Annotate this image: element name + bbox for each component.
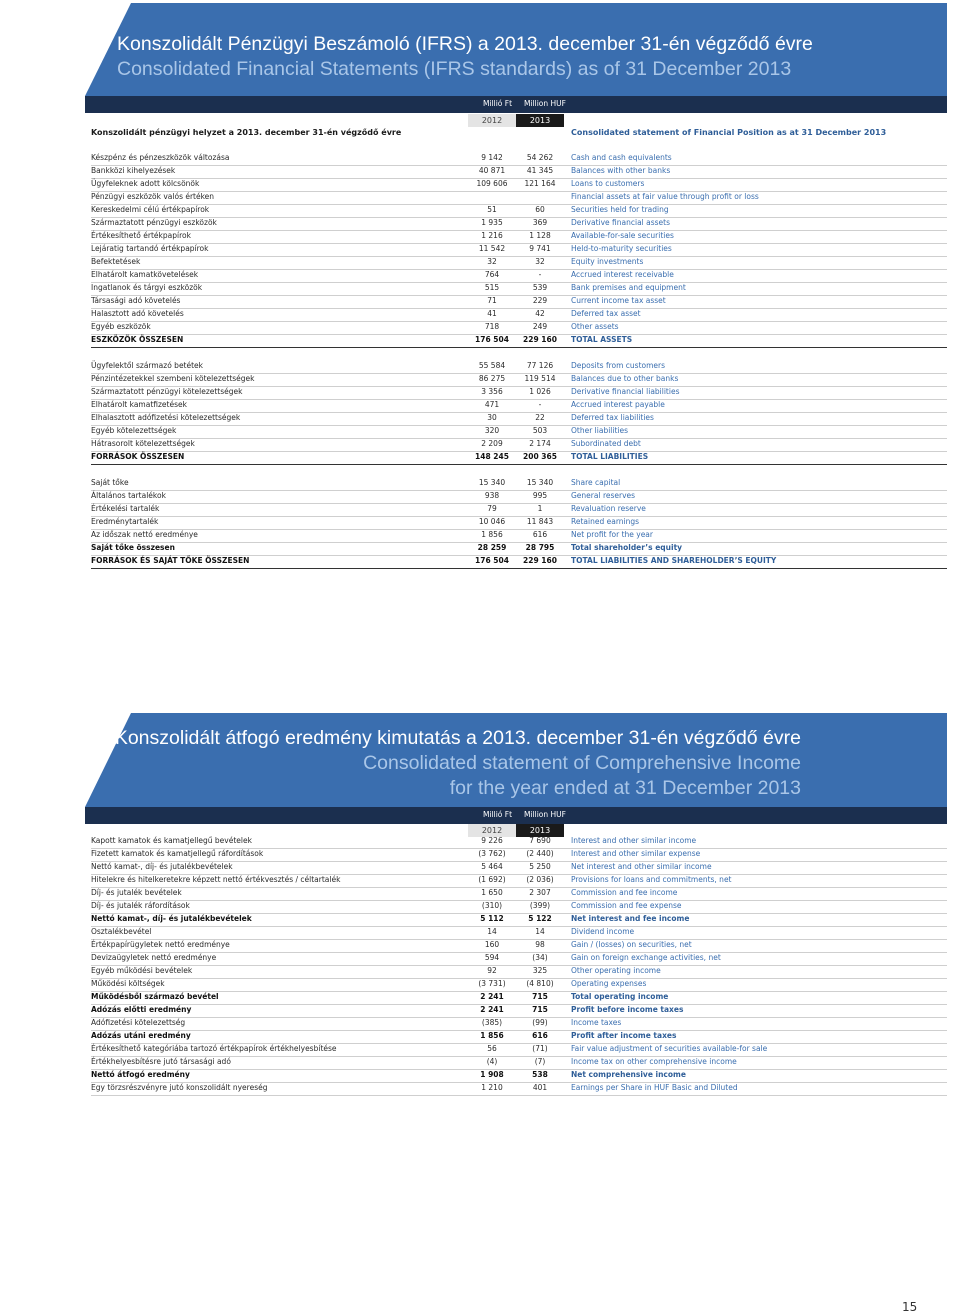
row-label-hu: Kapott kamatok és kamatjellegű bevételek	[91, 836, 252, 845]
table-row	[91, 321, 947, 335]
row-label-en: Fair value adjustment of securities available-for sale	[571, 1044, 768, 1053]
row-label-hu: Bankközi kihelyezések	[91, 166, 176, 175]
row-value-2012: 1 210	[481, 1083, 503, 1092]
row-value-2013: 2 174	[529, 439, 551, 448]
table-row	[91, 308, 947, 322]
row-label-hu: Értékesíthető kategóriába tartozó értékpapírok értékhelyesbítése	[91, 1044, 337, 1053]
row-value-2012: 764	[484, 270, 500, 279]
row-value-2013: 5 250	[529, 862, 551, 871]
table-row	[91, 1069, 947, 1083]
row-label-hu: Értékhelyesbítésre jutó társasági adó	[91, 1057, 231, 1066]
row-label-hu: Működési költségek	[91, 979, 165, 988]
row-label-hu: Kereskedelmi célú értékpapírok	[91, 205, 210, 214]
row-label-hu: FORRÁSOK ÖSSZESEN	[91, 452, 185, 461]
table-row	[91, 529, 947, 543]
row-value-2012: 594	[484, 953, 500, 962]
row-value-2013: 616	[532, 1031, 548, 1040]
row-value-2013: 229 160	[523, 556, 557, 565]
row-value-2013: 121 164	[524, 179, 556, 188]
row-value-2013: 22	[535, 413, 545, 422]
row-label-en: Deferred tax liabilities	[571, 413, 654, 422]
row-value-2013: 7 690	[529, 836, 551, 845]
row-value-2012: 320	[484, 426, 500, 435]
row-value-2012: 471	[484, 400, 500, 409]
unit-label-hu: Millió Ft	[483, 810, 513, 819]
row-value-2012: 9 142	[481, 153, 503, 162]
row-label-en: Deferred tax asset	[571, 309, 641, 318]
year-2012-header: 2012	[468, 114, 516, 127]
section2-banner	[85, 713, 947, 807]
row-label-en: Total shareholder’s equity	[571, 543, 683, 552]
row-label-en: Other liabilities	[571, 426, 629, 435]
row-value-2012: 86 275	[478, 374, 506, 383]
row-label-en: TOTAL LIABILITIES AND SHAREHOLDER’S EQUITY	[571, 556, 777, 565]
row-label-en: Net comprehensive income	[571, 1070, 686, 1079]
row-label-hu: Egyéb eszközök	[91, 322, 151, 331]
section2-unit-bar	[85, 807, 947, 824]
table-row	[91, 542, 947, 556]
row-label-en: Dividend income	[571, 927, 635, 936]
row-label-hu: Értékesíthető értékpapírok	[91, 231, 191, 240]
row-value-2013: 616	[532, 530, 548, 539]
table-row	[91, 438, 947, 452]
row-label-hu: Díj- és jutalék ráfordítások	[91, 901, 190, 910]
row-label-hu: Devizaügyletek nettó eredménye	[91, 953, 217, 962]
row-label-hu: Fizetett kamatok és kamatjellegű ráfordítások	[91, 849, 264, 858]
row-label-hu: Nettó átfogó eredmény	[91, 1070, 190, 1079]
row-value-2012: 515	[484, 283, 500, 292]
row-label-hu: Elhalasztott adófizetési kötelezettségek	[91, 413, 241, 422]
row-value-2013: 503	[532, 426, 548, 435]
row-value-2013: 325	[532, 966, 548, 975]
row-value-2013: 229	[532, 296, 548, 305]
row-value-2013: 42	[535, 309, 545, 318]
row-value-2013: 5 122	[528, 914, 552, 923]
row-value-2013: 538	[532, 1070, 548, 1079]
row-value-2013: 77 126	[526, 361, 554, 370]
section2-title-en-line1: Consolidated statement of Comprehensive Income	[363, 752, 801, 774]
row-label-en: Income tax on other comprehensive income	[571, 1057, 737, 1066]
table-row	[91, 1043, 947, 1057]
table-row	[91, 295, 947, 309]
row-value-2012: 1 650	[481, 888, 503, 897]
row-label-hu: Elhatárolt kamatfizetések	[91, 400, 187, 409]
row-label-hu: Nettó kamat-, díj- és jutalékbevételek	[91, 862, 233, 871]
row-value-2012: 5 112	[480, 914, 504, 923]
row-label-en: Accrued interest payable	[571, 400, 665, 409]
row-value-2012: (310)	[481, 901, 503, 910]
row-value-2013: (71)	[532, 1044, 548, 1053]
row-value-2012: 9 226	[481, 836, 503, 845]
row-label-hu: Egy törzsrészvényre jutó konszolidált nyereség	[91, 1083, 268, 1092]
row-label-en: Derivative financial liabilities	[571, 387, 680, 396]
row-value-2012: 5 464	[481, 862, 503, 871]
row-value-2012: 718	[484, 322, 500, 331]
table-row	[91, 360, 947, 374]
row-value-2012: (1 692)	[478, 875, 506, 884]
row-label-en: Other assets	[571, 322, 619, 331]
row-label-en: Financial assets at fair value through profit or loss	[571, 192, 759, 201]
row-value-2013: 60	[535, 205, 545, 214]
row-label-en: Gain on foreign exchange activities, net	[571, 953, 721, 962]
table-row	[91, 282, 947, 296]
row-value-2012: 1 216	[481, 231, 503, 240]
table-row	[91, 178, 947, 192]
row-label-en: General reserves	[571, 491, 636, 500]
row-value-2012: 71	[487, 296, 497, 305]
table-row	[91, 191, 947, 205]
row-value-2012: 176 504	[475, 335, 509, 344]
row-label-hu: Hátrasorolt kötelezettségek	[91, 439, 195, 448]
row-label-en: Current income tax asset	[571, 296, 666, 305]
row-value-2012: 938	[484, 491, 500, 500]
row-label-en: Other operating income	[571, 966, 661, 975]
unit-label-hu: Millió Ft	[483, 99, 513, 108]
row-label-hu: Adózás előtti eredmény	[91, 1005, 192, 1014]
table-row	[91, 926, 947, 940]
row-label-en: Provisions for loans and commitments, net	[571, 875, 732, 884]
table-row	[91, 939, 947, 953]
row-value-2013: (7)	[534, 1057, 546, 1066]
row-label-hu: Hitelekre és hitelkeretekre képzett nettó értékvesztés / céltartalék	[91, 875, 341, 884]
row-label-hu: Lejáratig tartandó értékpapírok	[91, 244, 209, 253]
row-value-2013: 539	[532, 283, 548, 292]
row-value-2012: 10 046	[478, 517, 506, 526]
unit-label-en: Million HUF	[524, 99, 566, 108]
row-label-hu: Saját tőke	[91, 478, 129, 487]
row-label-hu: FORRÁSOK ÉS SAJÁT TŐKE ÖSSZESEN	[91, 556, 250, 565]
table-row	[91, 978, 947, 992]
row-value-2013: 715	[532, 1005, 548, 1014]
section1-title-hu: Konszolidált Pénzügyi Beszámoló (IFRS) a 2013. december 31-én végződő évre	[117, 33, 813, 55]
row-label-hu: Ingatlanok és tárgyi eszközök	[91, 283, 203, 292]
table-row	[91, 1056, 947, 1070]
table-row	[91, 425, 947, 439]
row-label-en: Total operating income	[571, 992, 669, 1001]
table-row	[91, 503, 947, 517]
row-value-2012: 28 259	[477, 543, 507, 552]
row-value-2013: 14	[535, 927, 545, 936]
row-label-en: Available-for-sale securities	[571, 231, 674, 240]
row-value-2012: 55 584	[478, 361, 506, 370]
table-row	[91, 1004, 947, 1018]
row-value-2013: 1 026	[529, 387, 551, 396]
row-label-hu: Értékelési tartalék	[91, 504, 160, 513]
section1-table-header	[91, 127, 947, 141]
row-value-2012: 14	[487, 927, 497, 936]
row-value-2012: 176 504	[475, 556, 509, 565]
section2-title-en-line2: for the year ended at 31 December 2013	[449, 777, 801, 799]
row-value-2013: (34)	[532, 953, 548, 962]
row-label-hu: Befektetések	[91, 257, 141, 266]
row-value-2013: (2 440)	[526, 849, 554, 858]
row-label-hu: Halasztott adó követelés	[91, 309, 184, 318]
table-title-en: Consolidated statement of Financial Position as at 31 December 2013	[571, 128, 887, 137]
row-label-en: TOTAL ASSETS	[571, 335, 633, 344]
table-row	[91, 373, 947, 387]
table-row	[91, 165, 947, 179]
row-label-en: Deposits from customers	[571, 361, 666, 370]
row-label-hu: Származtatott pénzügyi eszközök	[91, 218, 217, 227]
row-label-en: Bank premises and equipment	[571, 283, 686, 292]
row-label-hu: Pénzügyi eszközök valós értéken	[91, 192, 215, 201]
table-row	[91, 230, 947, 244]
row-value-2013: (4 810)	[526, 979, 554, 988]
table-row	[91, 269, 947, 283]
table-row	[91, 217, 947, 231]
row-label-hu: Működésből származó bevétel	[91, 992, 219, 1001]
row-label-en: Interest and other similar expense	[571, 849, 701, 858]
row-value-2012: 1 856	[481, 530, 503, 539]
table-row	[91, 991, 947, 1005]
table-row	[91, 477, 947, 491]
row-value-2013: 2 307	[529, 888, 551, 897]
table-row	[91, 874, 947, 888]
row-label-hu: Ügyfeleknek adott kölcsönök	[91, 179, 200, 188]
row-label-hu: Az időszak nettó eredménye	[91, 530, 198, 539]
row-label-en: Commission and fee income	[571, 888, 678, 897]
section1-unit-bar	[85, 96, 947, 113]
row-value-2012: 3 356	[481, 387, 503, 396]
row-label-en: Accrued interest receivable	[571, 270, 674, 279]
table-row	[91, 1030, 947, 1044]
row-label-en: Operating expenses	[571, 979, 647, 988]
row-value-2012: 41	[487, 309, 497, 318]
row-label-hu: Osztalékbevétel	[91, 927, 152, 936]
table-row	[91, 952, 947, 966]
row-value-2012: 79	[487, 504, 497, 513]
row-label-en: Profit before income taxes	[571, 1005, 684, 1014]
row-value-2013: (2 036)	[526, 875, 554, 884]
row-label-hu: Eredménytartalék	[91, 517, 159, 526]
row-label-hu: Egyéb működési bevételek	[91, 966, 193, 975]
row-value-2013: 28 795	[525, 543, 555, 552]
table-row	[91, 386, 947, 400]
row-value-2013: 715	[532, 992, 548, 1001]
row-label-en: Balances due to other banks	[571, 374, 679, 383]
row-value-2013: 995	[532, 491, 548, 500]
row-label-hu: Származtatott pénzügyi kötelezettségek	[91, 387, 243, 396]
row-value-2013: 119 514	[524, 374, 556, 383]
row-label-hu: Saját tőke összesen	[91, 543, 175, 552]
row-value-2012: 2 209	[481, 439, 503, 448]
row-label-hu: Adófizetési kötelezettség	[91, 1018, 186, 1027]
row-value-2013: -	[538, 400, 542, 409]
row-label-en: Loans to customers	[571, 179, 645, 188]
row-label-en: TOTAL LIABILITIES	[571, 452, 649, 461]
row-label-en: Cash and cash equivalents	[571, 153, 672, 162]
table-row	[91, 887, 947, 901]
row-value-2012: (3 731)	[478, 979, 506, 988]
row-label-hu: Nettó kamat-, díj- és jutalékbevételek	[91, 914, 252, 923]
row-value-2012: 109 606	[476, 179, 508, 188]
row-value-2012: (3 762)	[478, 849, 506, 858]
row-label-hu: Általános tartalékok	[91, 491, 166, 500]
year-2012-header: 2012	[468, 824, 516, 837]
row-label-hu: Ügyfelektől származó betétek	[91, 361, 204, 370]
row-label-en: Net interest and other similar income	[571, 862, 712, 871]
row-value-2013: 11 843	[526, 517, 554, 526]
row-value-2012: (4)	[486, 1057, 498, 1066]
row-value-2013: 41 345	[526, 166, 554, 175]
table-row	[91, 412, 947, 426]
section1-title-en: Consolidated Financial Statements (IFRS standards) as of 31 December 2013	[117, 58, 792, 80]
section2-title-hu: Konszolidált átfogó eredmény kimutatás a 2013. december 31-én végződő évre	[114, 727, 801, 749]
row-value-2012: 148 245	[475, 452, 509, 461]
row-label-en: Income taxes	[571, 1018, 622, 1027]
table-row	[91, 900, 947, 914]
row-label-hu: ESZKÖZÖK ÖSSZESEN	[91, 335, 184, 344]
row-value-2012: 1 935	[481, 218, 503, 227]
row-label-hu: Egyéb kötelezettségek	[91, 426, 177, 435]
row-value-2013: 229 160	[523, 335, 557, 344]
row-label-hu: Értékpapírügyletek nettó eredménye	[91, 940, 230, 949]
row-value-2012: 2 241	[480, 992, 504, 1001]
table-row	[91, 204, 947, 218]
row-value-2013: 249	[532, 322, 548, 331]
row-value-2012: 15 340	[478, 478, 506, 487]
table-row	[91, 399, 947, 413]
row-value-2013: 32	[535, 257, 545, 266]
row-value-2013: 1	[537, 504, 543, 513]
row-label-en: Net interest and fee income	[571, 914, 690, 923]
row-label-en: Profit after income taxes	[571, 1031, 677, 1040]
row-value-2013: (99)	[532, 1018, 548, 1027]
table-row	[91, 913, 947, 927]
row-label-en: Share capital	[571, 478, 621, 487]
table-row	[91, 516, 947, 530]
row-value-2012: 30	[487, 413, 497, 422]
row-value-2013: 1 128	[529, 231, 551, 240]
table-row	[91, 965, 947, 979]
row-label-hu: Készpénz és pénzeszközök változása	[91, 153, 230, 162]
row-value-2013: 54 262	[526, 153, 554, 162]
table-row	[91, 334, 947, 348]
row-value-2013: 15 340	[526, 478, 554, 487]
row-value-2012: 1 908	[480, 1070, 504, 1079]
row-label-hu: Társasági adó követelés	[91, 296, 181, 305]
row-label-en: Net profit for the year	[571, 530, 653, 539]
row-value-2012: 51	[487, 205, 497, 214]
table-row	[91, 490, 947, 504]
row-value-2013: 200 365	[523, 452, 557, 461]
unit-label-en: Million HUF	[524, 810, 566, 819]
row-label-en: Interest and other similar income	[571, 836, 697, 845]
row-label-en: Commission and fee expense	[571, 901, 682, 910]
row-value-2013: 98	[535, 940, 545, 949]
row-value-2012: (385)	[481, 1018, 503, 1027]
row-label-en: Subordinated debt	[571, 439, 641, 448]
row-label-en: Held-to-maturity securities	[571, 244, 672, 253]
row-value-2012: 160	[484, 940, 500, 949]
row-value-2013: 9 741	[529, 244, 551, 253]
row-label-en: Equity investments	[571, 257, 644, 266]
table-row	[91, 256, 947, 270]
row-value-2012: 1 856	[480, 1031, 504, 1040]
row-label-hu: Díj- és jutalék bevételek	[91, 888, 182, 897]
row-value-2013: -	[538, 270, 542, 279]
table-row	[91, 152, 947, 166]
row-label-en: Gain / (losses) on securities, net	[571, 940, 692, 949]
row-label-hu: Adózás utáni eredmény	[91, 1031, 191, 1040]
row-label-en: Retained earnings	[571, 517, 640, 526]
row-value-2012: 56	[487, 1044, 497, 1053]
row-label-hu: Elhatárolt kamatkövetelések	[91, 270, 199, 279]
row-label-en: Balances with other banks	[571, 166, 671, 175]
row-label-hu: Pénzintézetekkel szembeni kötelezettségek	[91, 374, 255, 383]
row-label-en: Securities held for trading	[571, 205, 669, 214]
row-value-2013: (399)	[529, 901, 551, 910]
table-row	[91, 243, 947, 257]
row-label-en: Earnings per Share in HUF Basic and Diluted	[571, 1083, 738, 1092]
table-row	[91, 848, 947, 862]
row-label-en: Revaluation reserve	[571, 504, 646, 513]
row-value-2012: 11 542	[478, 244, 506, 253]
table-row	[91, 555, 947, 569]
row-value-2012: 40 871	[478, 166, 506, 175]
row-label-en: Derivative financial assets	[571, 218, 671, 227]
page-number: 15	[902, 1300, 918, 1314]
row-value-2012: 92	[487, 966, 497, 975]
row-value-2012: 32	[487, 257, 497, 266]
row-value-2012: 2 241	[480, 1005, 504, 1014]
row-value-2013: 369	[532, 218, 548, 227]
table-row	[91, 1017, 947, 1031]
table-row	[91, 451, 947, 465]
table-row	[91, 835, 947, 849]
table-title-hu: Konszolidált pénzügyi helyzet a 2013. december 31-én végződő évre	[91, 128, 402, 137]
table-row	[91, 1082, 947, 1096]
year-2013-header: 2013	[516, 114, 564, 127]
table-row	[91, 861, 947, 875]
year-2013-header: 2013	[516, 824, 564, 837]
row-value-2013: 401	[532, 1083, 548, 1092]
